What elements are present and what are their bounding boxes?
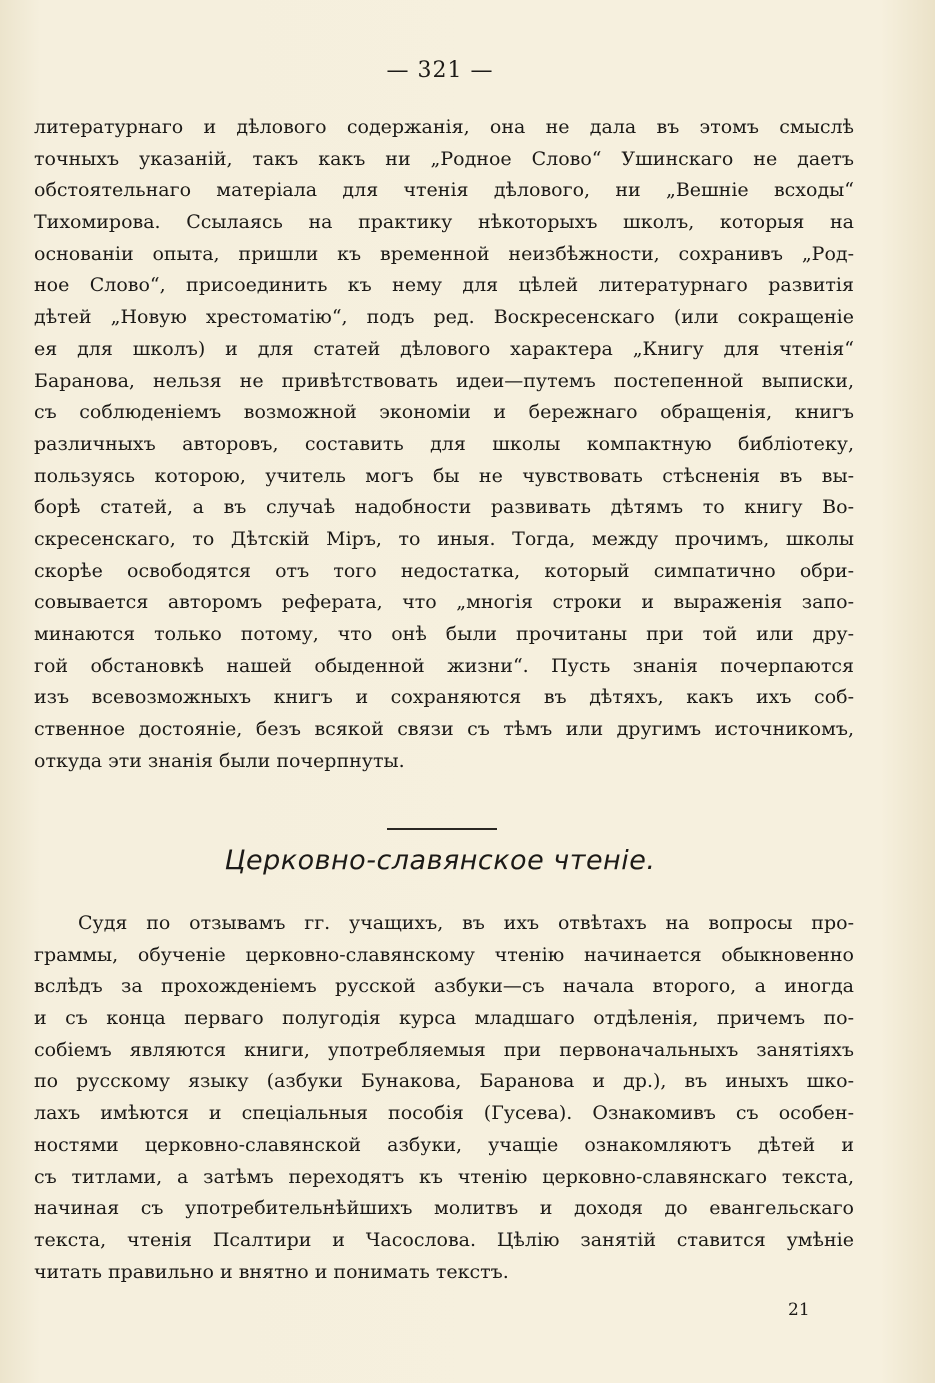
- text-line: литературнаго и дѣлового содержанія, она не дала въ этомъ смыслѣ: [34, 116, 854, 138]
- text-line: обстоятельнаго матеріала для чтенія дѣлового, ни „Вешніе всходы“: [34, 179, 854, 202]
- text-line: Судя по отзывамъ гг. учащихъ, въ ихъ отвѣтахъ на вопросы про-: [78, 912, 854, 934]
- text-line: скресенскаго, то Дѣтскій Міръ, то иныя. Тогда, между прочимъ, школы: [34, 527, 854, 550]
- text-line: скорѣе освободятся отъ того недостатка, который симпатично обри-: [34, 559, 854, 582]
- paragraph-literary-reading: [34, 112, 854, 777]
- text-line: основаніи опыта, пришли къ временной неизбѣжности, сохранивъ „Род-: [34, 242, 854, 265]
- signature-mark: 21: [788, 1300, 810, 1320]
- text-line: совывается авторомъ реферата, что „многія строки и выраженія запо-: [34, 591, 854, 614]
- text-line: по русскому языку (азбуки Бунакова, Баранова и др.), въ иныхъ шко-: [34, 1070, 854, 1093]
- text-line: лахъ имѣются и спеціальныя пособія (Гусева). Ознакомивъ съ особен-: [34, 1102, 854, 1125]
- text-line: минаются только потому, что онѣ были прочитаны при той или дру-: [34, 623, 854, 645]
- text-line: съ соблюденіемъ возможной экономіи и бережнаго обращенія, книгъ: [34, 401, 854, 424]
- text-line: ное Слово“, присоединить къ нему для цѣлей литературнаго развитія: [34, 274, 854, 297]
- text-line: съ титлами, а затѣмъ переходятъ къ чтенію церковно-славянскаго текста,: [34, 1165, 854, 1188]
- text-line: начиная съ употребительнѣйшихъ молитвъ и доходя до евангельскаго: [34, 1197, 854, 1220]
- text-line: текста, чтенія Псалтири и Часослова. Цѣлію занятій ставится умѣніе: [34, 1228, 854, 1251]
- text-line: Тихомирова. Ссылаясь на практику нѣкоторыхъ школъ, которыя на: [34, 211, 854, 234]
- text-line: граммы, обученіе церковно-славянскому чтенію начинается обыкновенно: [34, 943, 854, 966]
- section-heading: Церковно-славянское чтеніе.: [224, 845, 656, 876]
- text-line: читать правильно и внятно и понимать текстъ.: [34, 1260, 509, 1283]
- text-line: ностями церковно-славянской азбуки, учащіе ознакомляютъ дѣтей и: [34, 1133, 854, 1156]
- text-line: ея для школъ) и для статей дѣлового характера „Книгу для чтенія“: [34, 337, 854, 360]
- text-line: гой обстановкѣ нашей обыденной жизни“. Пусть знанія почерпаются: [34, 654, 854, 677]
- text-line: и съ конца перваго полугодія курса младшаго отдѣленія, причемъ по-: [34, 1007, 854, 1030]
- text-line: дѣтей „Новую хрестоматію“, подъ ред. Воскресенскаго (или сокращеніе: [34, 306, 854, 329]
- text-line: вслѣдъ за прохожденіемъ русской азбуки—съ начала второго, а иногда: [34, 975, 854, 998]
- paragraph-church-slavonic-reading: [34, 908, 854, 1288]
- text-line: откуда эти знанія были почерпнуты.: [34, 749, 405, 772]
- section-divider: [387, 828, 497, 830]
- text-line: собіемъ являются книги, употребляемыя при первоначальныхъ занятіяхъ: [34, 1038, 854, 1061]
- text-line: различныхъ авторовъ, составить для школы компактную библіотеку,: [34, 432, 854, 455]
- text-line: точныхъ указаній, такъ какъ ни „Родное Слово“ Ушинскаго не даетъ: [34, 147, 854, 170]
- text-line: изъ всевозможныхъ книгъ и сохраняются въ дѣтяхъ, какъ ихъ соб-: [34, 686, 854, 709]
- text-line: борѣ статей, а въ случаѣ надобности развивать дѣтямъ то книгу Во-: [34, 496, 854, 519]
- text-line: пользуясь которою, учитель могъ бы не чувствовать стѣсненія въ вы-: [34, 464, 854, 487]
- text-line: Баранова, нельзя не привѣтствовать идеи—путемъ постепенной выписки,: [34, 369, 854, 392]
- page-number: — 321 —: [386, 58, 494, 83]
- text-line: ственное достояніе, безъ всякой связи съ тѣмъ или другимъ источникомъ,: [34, 718, 854, 741]
